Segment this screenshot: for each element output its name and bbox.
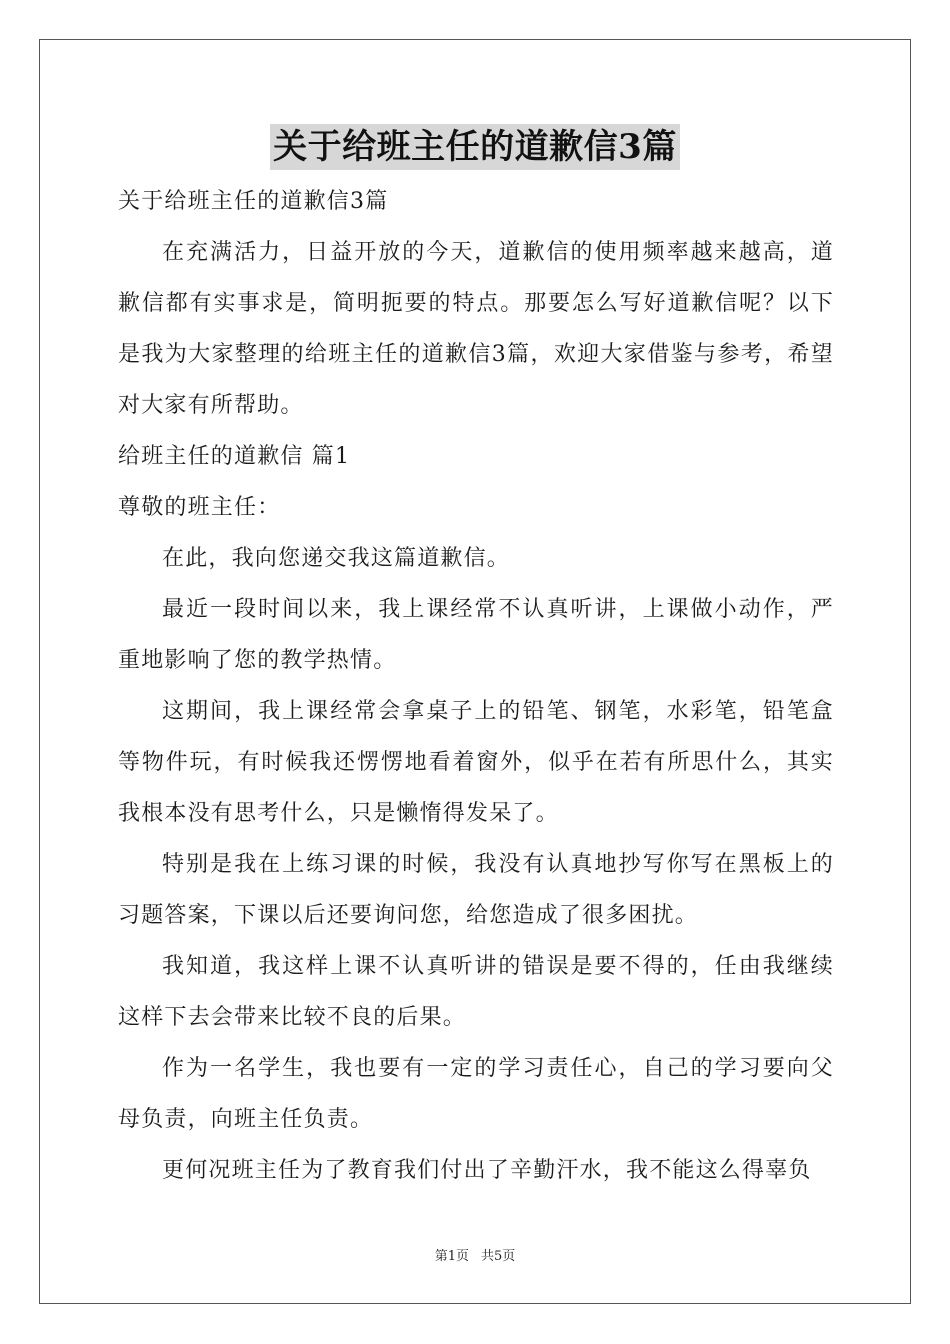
paragraph: 更何况班主任为了教育我们付出了辛勤汗水，我不能这么得辜负 [162,1158,812,1183]
paragraph: 作为一名学生，我也要有一定的学习责任心，自己的学习要向父母负责，向班主任负责。 [118,1056,834,1132]
title-container [0,124,950,170]
page-footer [0,1245,950,1264]
paragraph: 在此，我向您递交我这篇道歉信。 [162,546,511,571]
page-number: 第1页 [434,1249,469,1264]
paragraph-subtitle: 关于给班主任的道歉信3篇 [118,189,389,214]
paragraph-intro: 在充满活力，日益开放的今天，道歉信的使用频率越来越高，道歉信都有实事求是，简明扼要的特点。那要怎么写好道歉信呢？以下是我为大家整理的给班主任的道歉信3篇，欢迎大家借鉴与参考，希望对大家有所帮助。 [118,240,834,418]
section-heading: 给班主任的道歉信 篇1 [118,444,351,469]
paragraph: 这期间，我上课经常会拿桌子上的铅笔、钢笔，水彩笔，铅笔盒等物件玩，有时候我还愣愣地看着窗外，似乎在若有所思什么，其实我根本没有思考什么，只是懒惰得发呆了。 [118,699,834,826]
document-body [118,176,834,1196]
salutation: 尊敬的班主任： [118,495,281,520]
paragraph: 我知道，我这样上课不认真听讲的错误是要不得的，任由我继续这样下去会带来比较不良的后果。 [118,954,834,1030]
document-title: 关于给班主任的道歉信3篇 [270,124,680,170]
page-total: 共5页 [481,1249,516,1264]
paragraph: 最近一段时间以来，我上课经常不认真听讲，上课做小动作，严重地影响了您的教学热情。 [118,597,834,673]
paragraph: 特别是我在上练习课的时候，我没有认真地抄写你写在黑板上的习题答案，下课以后还要询问您，给您造成了很多困扰。 [118,852,834,928]
